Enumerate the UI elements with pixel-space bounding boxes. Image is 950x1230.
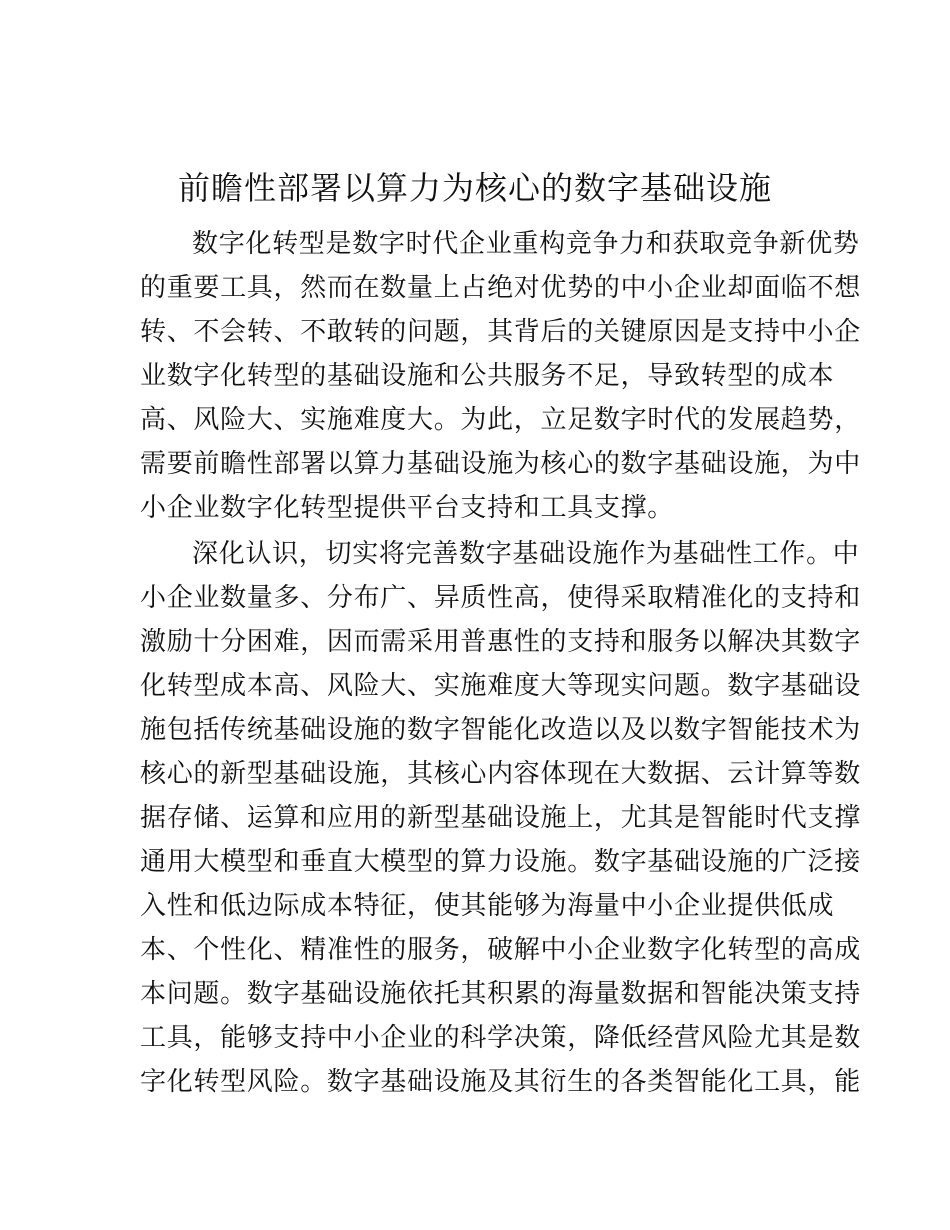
- paragraph-line: 数字化转型是数字时代企业重构竞争力和获取竞争新优势: [192, 229, 860, 259]
- paragraph-line: 激励十分困难，因而需采用普惠性的支持和服务以解决其数字: [140, 627, 861, 657]
- paragraph-line: 转、不会转、不敢转的问题，其背后的关键原因是支持中小企: [140, 317, 861, 347]
- paragraph-line: 业数字化转型的基础设施和公共服务不足，导致转型的成本: [140, 361, 835, 391]
- paragraph-line: 施包括传统基础设施的数字智能化改造以及以数字智能技术为: [140, 715, 861, 745]
- document-title: 前瞻性部署以算力为核心的数字基础设施: [177, 169, 772, 207]
- paragraph-line: 高、风险大、实施难度大。为此，立足数字时代的发展趋势，: [140, 405, 861, 435]
- paragraph-line: 小企业数量多、分布广、异质性高，使得采取精准化的支持和: [140, 583, 861, 613]
- paragraph-line: 核心的新型基础设施，其核心内容体现在大数据、云计算等数: [140, 759, 861, 789]
- paragraph-line: 小企业数字化转型提供平台支持和工具支撑。: [140, 493, 675, 523]
- paragraph-line: 的重要工具，然而在数量上占绝对优势的中小企业却面临不想: [140, 273, 861, 303]
- paragraph-line: 通用大模型和垂直大模型的算力设施。数字基础设施的广泛接: [140, 847, 861, 877]
- paragraph-line: 字化转型风险。数字基础设施及其衍生的各类智能化工具，能: [140, 1067, 861, 1097]
- paragraph-line: 据存储、运算和应用的新型基础设施上，尤其是智能时代支撑: [140, 803, 861, 833]
- paragraph-line: 工具，能够支持中小企业的科学决策，降低经营风险尤其是数: [140, 1023, 861, 1053]
- paragraph-line: 深化认识，切实将完善数字基础设施作为基础性工作。中: [192, 539, 860, 569]
- paragraph-line: 化转型成本高、风险大、实施难度大等现实问题。数字基础设: [140, 671, 861, 701]
- paragraph-1: [140, 222, 861, 530]
- paragraph-line: 本、个性化、精准性的服务，破解中小企业数字化转型的高成: [140, 935, 861, 965]
- paragraph-line: 本问题。数字基础设施依托其积累的海量数据和智能决策支持: [140, 979, 861, 1009]
- paragraph-2: [140, 532, 861, 1104]
- paragraph-line: 入性和低边际成本特征，使其能够为海量中小企业提供低成: [140, 891, 835, 921]
- paragraph-line: 需要前瞻性部署以算力基础设施为核心的数字基础设施，为中: [140, 449, 861, 479]
